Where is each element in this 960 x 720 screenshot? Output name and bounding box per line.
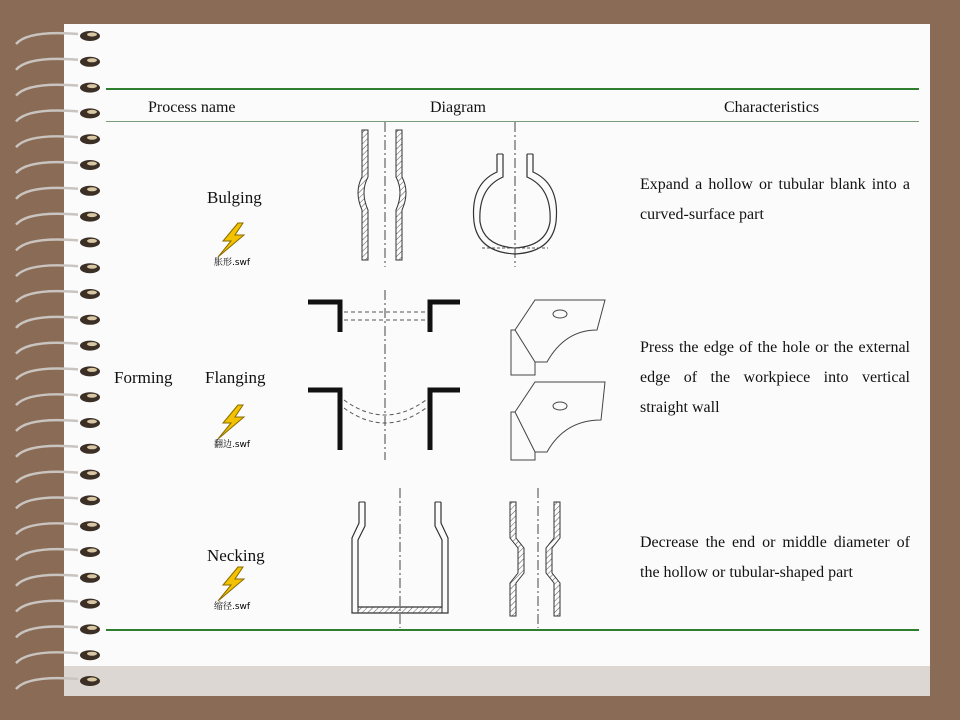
binding-ring	[16, 237, 100, 250]
binding-ring	[16, 186, 100, 199]
binding-ring	[16, 289, 100, 302]
binding-ring	[16, 57, 100, 70]
table-top-rule	[106, 88, 919, 90]
necking-tube-diagram	[498, 488, 578, 628]
flash-lightning-icon	[214, 404, 248, 440]
bulging-characteristics: Expand a hollow or tubular blank into a curved-surface part	[640, 176, 910, 223]
flanging-characteristics: Press the edge of the hole or the external edge of the workpiece into vertical straight wall	[640, 339, 910, 416]
flanging-edge-diagram	[505, 290, 615, 460]
binding-ring	[16, 470, 100, 483]
flash-lightning-icon	[214, 222, 248, 258]
binding-ring	[16, 418, 100, 431]
binding-ring	[16, 676, 100, 689]
process-name-bulging: Bulging	[207, 188, 262, 207]
process-name-flanging: Flanging	[205, 368, 266, 387]
binding-ring	[16, 108, 100, 121]
flanging-swf-filename: 翻边.swf	[214, 440, 251, 450]
binding-ring	[16, 366, 100, 379]
necking-swf-filename: 缩径.swf	[214, 602, 251, 612]
bulging-swf-link[interactable]	[214, 222, 274, 268]
header-characteristics: Characteristics	[724, 99, 820, 116]
flanging-swf-link[interactable]	[214, 404, 274, 450]
binding-ring	[16, 212, 100, 225]
process-name-necking: Necking	[207, 546, 265, 565]
binding-ring	[16, 315, 100, 328]
bulging-flask-diagram	[470, 122, 580, 267]
binding-ring	[16, 263, 100, 276]
binding-ring	[16, 495, 100, 508]
binding-ring	[16, 547, 100, 560]
binding-ring	[16, 624, 100, 637]
header-diagram: Diagram	[430, 99, 486, 116]
binding-ring	[16, 392, 100, 405]
necking-cup-diagram	[345, 488, 455, 628]
bulging-tube-diagram	[350, 122, 420, 267]
binding-ring	[16, 444, 100, 457]
binding-ring	[16, 650, 100, 663]
slide-shadow	[64, 666, 930, 696]
binding-ring	[16, 31, 100, 44]
binding-ring	[16, 521, 100, 534]
flanging-hole-diagram	[300, 290, 470, 460]
necking-swf-link[interactable]	[214, 566, 274, 612]
binding-ring	[16, 83, 100, 96]
bulging-swf-filename: 胀形.swf	[214, 258, 251, 268]
binding-ring	[16, 573, 100, 586]
process-group-forming: Forming	[114, 368, 173, 387]
table-bottom-rule	[106, 629, 919, 631]
binding-ring	[16, 599, 100, 612]
binding-ring	[16, 160, 100, 173]
flash-lightning-icon	[214, 566, 248, 602]
spiral-binding	[8, 24, 108, 696]
binding-ring	[16, 134, 100, 147]
binding-ring	[16, 341, 100, 354]
header-process-name: Process name	[148, 99, 236, 116]
necking-characteristics: Decrease the end or middle diameter of the hollow or tubular-shaped part	[640, 534, 910, 581]
